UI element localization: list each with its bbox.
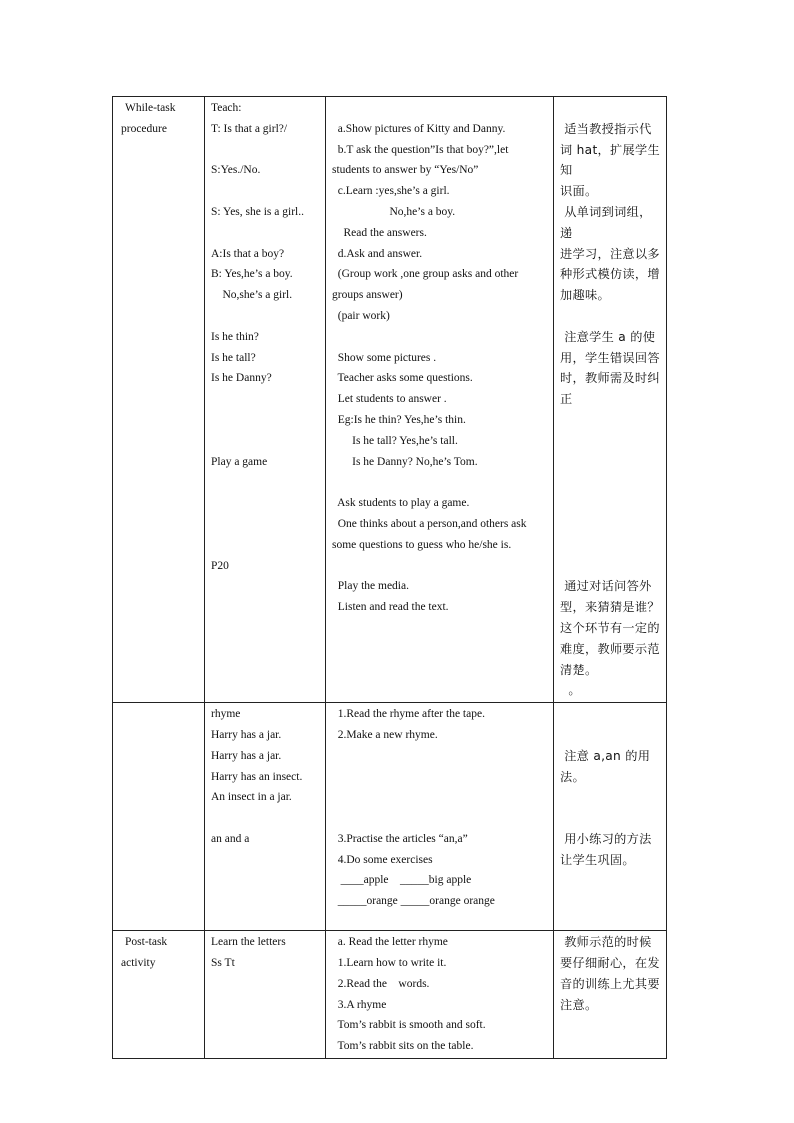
content-line (211, 472, 321, 493)
stage-cell (113, 703, 205, 931)
content-line (211, 514, 321, 535)
note-line: 词 hat，扩展学生知 (560, 142, 660, 178)
content-cell-body (205, 931, 325, 975)
note-line: 用小练习的方法 (560, 831, 652, 846)
activity-line: d.Ask and answer. (332, 247, 423, 260)
activity-line: 3.A rhyme (332, 998, 387, 1011)
note-line: 难度，教师要示范 (560, 641, 660, 656)
note-line (560, 808, 662, 829)
activity-line: Let students to answer . (332, 393, 447, 406)
content-cell (205, 97, 326, 703)
activity-line: a. Read the letter rhyme (332, 936, 448, 949)
activity-line: some questions to guess who he/she is. (332, 538, 512, 551)
activity-cell-body (326, 703, 553, 913)
activity-line (332, 746, 549, 767)
content-line: Is he thin? (211, 330, 259, 343)
activity-line (332, 472, 549, 493)
content-line: A:Is that a boy? (211, 247, 285, 260)
activity-line: Tom’s rabbit is smooth and soft. (332, 1019, 486, 1032)
content-line (211, 181, 321, 202)
note-line (560, 787, 662, 808)
activity-line (332, 98, 549, 119)
activity-cell-body (326, 931, 553, 1058)
note-line (560, 431, 662, 452)
activity-line: Listen and read the text. (332, 601, 449, 614)
content-line: T: Is that a girl?/ (211, 122, 288, 135)
activity-line: c.Learn :yes,she’s a girl. (332, 185, 450, 198)
stage-cell-body (113, 97, 204, 141)
content-cell-body (205, 97, 325, 577)
table-row (113, 703, 667, 931)
note-line: 。 (560, 683, 581, 698)
stage-cell-body (113, 931, 204, 975)
activity-line (332, 556, 549, 577)
table-row (113, 931, 667, 1059)
note-line: 音的训练上尤其要 (560, 976, 660, 991)
note-line: 正 (560, 392, 573, 407)
activity-line: (pair work) (332, 309, 390, 322)
note-line (560, 493, 662, 514)
note-line (560, 410, 662, 431)
activity-line: 2.Make a new rhyme. (332, 728, 438, 741)
content-line: rhyme (211, 708, 241, 721)
activity-line: ____apple _____big apple (332, 874, 472, 887)
activity-cell-body (326, 97, 553, 619)
activity-line: a.Show pictures of Kitty and Danny. (332, 122, 506, 135)
content-line (211, 306, 321, 327)
content-line: B: Yes,he’s a boy. (211, 268, 293, 281)
stage-line: activity (121, 956, 156, 969)
note-line: 识面。 (560, 184, 598, 199)
note-line (560, 535, 662, 556)
note-line: 时，教师需及时纠 (560, 371, 660, 386)
activity-line: _____orange _____orange orange (332, 895, 495, 908)
activity-line: (Group work ,one group asks and other (332, 268, 519, 281)
activity-line: 3.Practise the articles “an,a” (332, 832, 468, 845)
content-line (211, 223, 321, 244)
note-line: 注意。 (560, 997, 598, 1012)
content-line (211, 389, 321, 410)
content-line: Learn the letters (211, 936, 286, 949)
activity-line: No,he’s a boy. (332, 205, 456, 218)
stage-line: Post-task (125, 936, 168, 949)
activity-line: Show some pictures . (332, 351, 437, 364)
activity-line (332, 327, 549, 348)
activity-line: Is he tall? Yes,he’s tall. (332, 434, 458, 447)
note-line (560, 98, 662, 119)
content-line: No,she’s a girl. (211, 289, 293, 302)
note-line: 加趣味。 (560, 288, 610, 303)
content-line: Play a game (211, 455, 268, 468)
content-line: Harry has a jar. (211, 728, 282, 741)
note-line: 注意学生 a 的使 (560, 329, 656, 344)
note-line: 要仔细耐心，在发 (560, 955, 660, 970)
activity-line: Read the answers. (332, 226, 427, 239)
content-cell (205, 931, 326, 1059)
note-line (560, 306, 662, 327)
content-cell-body (205, 703, 325, 851)
notes-cell (554, 97, 667, 703)
note-line: 适当教授指示代 (560, 121, 652, 136)
activity-line (332, 787, 549, 808)
content-line (211, 493, 321, 514)
note-line: 从单词到词组，递 (560, 204, 652, 240)
note-line (560, 556, 662, 577)
content-line: P20 (211, 559, 229, 572)
notes-cell (554, 703, 667, 931)
activity-line: Ask students to play a game. (332, 497, 470, 510)
activity-line (332, 808, 549, 829)
stage-cell (113, 931, 205, 1059)
activity-line: Play the media. (332, 580, 409, 593)
lesson-plan-table (112, 96, 667, 1059)
activity-line: 1.Read the rhyme after the tape. (332, 708, 485, 721)
note-line (560, 472, 662, 493)
note-line (560, 514, 662, 535)
note-line: 通过对话问答外 (560, 579, 652, 594)
note-line: 型，来猜猜是谁？ (560, 600, 660, 615)
activity-cell (326, 97, 554, 703)
content-line: an and a (211, 832, 250, 845)
content-line (211, 140, 321, 161)
note-line (560, 725, 662, 746)
content-line: Harry has an insect. (211, 770, 303, 783)
note-line (560, 452, 662, 473)
table-row (113, 97, 667, 703)
note-line: 这个环节有一定的 (560, 620, 660, 635)
content-line: Harry has a jar. (211, 749, 282, 762)
note-line: 种形式模仿读，增 (560, 267, 660, 282)
note-line: 注意 a,an 的用法。 (560, 748, 651, 784)
stage-line: While-task (125, 102, 176, 114)
content-line (211, 808, 321, 829)
note-line: 教师示范的时候 (560, 935, 652, 950)
activity-line: Teacher asks some questions. (332, 372, 473, 385)
note-line (560, 704, 662, 725)
activity-cell (326, 703, 554, 931)
note-line: 让学生巩固。 (560, 852, 635, 867)
activity-line (332, 767, 549, 788)
activity-line: b.T ask the question”Is that boy?”,let (332, 143, 509, 156)
stage-cell (113, 97, 205, 703)
content-line (211, 431, 321, 452)
content-line: Ss Tt (211, 956, 235, 969)
content-line: S:Yes./No. (211, 164, 261, 177)
notes-cell (554, 931, 667, 1059)
content-line (211, 535, 321, 556)
stage-line: procedure (121, 122, 167, 135)
note-line: 清楚。 (560, 662, 598, 677)
activity-line: Eg:Is he thin? Yes,he’s thin. (332, 413, 466, 426)
content-cell (205, 703, 326, 931)
activity-line: 2.Read the words. (332, 977, 430, 990)
content-line: Is he tall? (211, 351, 256, 364)
notes-cell-body (554, 97, 666, 702)
content-line: Is he Danny? (211, 372, 272, 385)
note-line: 用，学生错误回答 (560, 350, 660, 365)
note-line: 进学习，注意以多 (560, 246, 660, 261)
activity-line: Tom’s rabbit sits on the table. (332, 1040, 474, 1053)
activity-line: 1.Learn how to write it. (332, 956, 447, 969)
notes-cell-body (554, 931, 666, 1016)
activity-line: students to answer by “Yes/No” (332, 164, 479, 177)
activity-line: Is he Danny? No,he’s Tom. (332, 455, 478, 468)
content-line: An insect in a jar. (211, 791, 292, 804)
content-line: Teach: (211, 102, 242, 114)
notes-cell-body (554, 703, 666, 871)
content-line (211, 410, 321, 431)
activity-cell (326, 931, 554, 1059)
activity-line: groups answer) (332, 289, 403, 302)
content-line: S: Yes, she is a girl.. (211, 205, 304, 218)
activity-line: 4.Do some exercises (332, 853, 433, 866)
activity-line: One thinks about a person,and others ask (332, 517, 527, 530)
